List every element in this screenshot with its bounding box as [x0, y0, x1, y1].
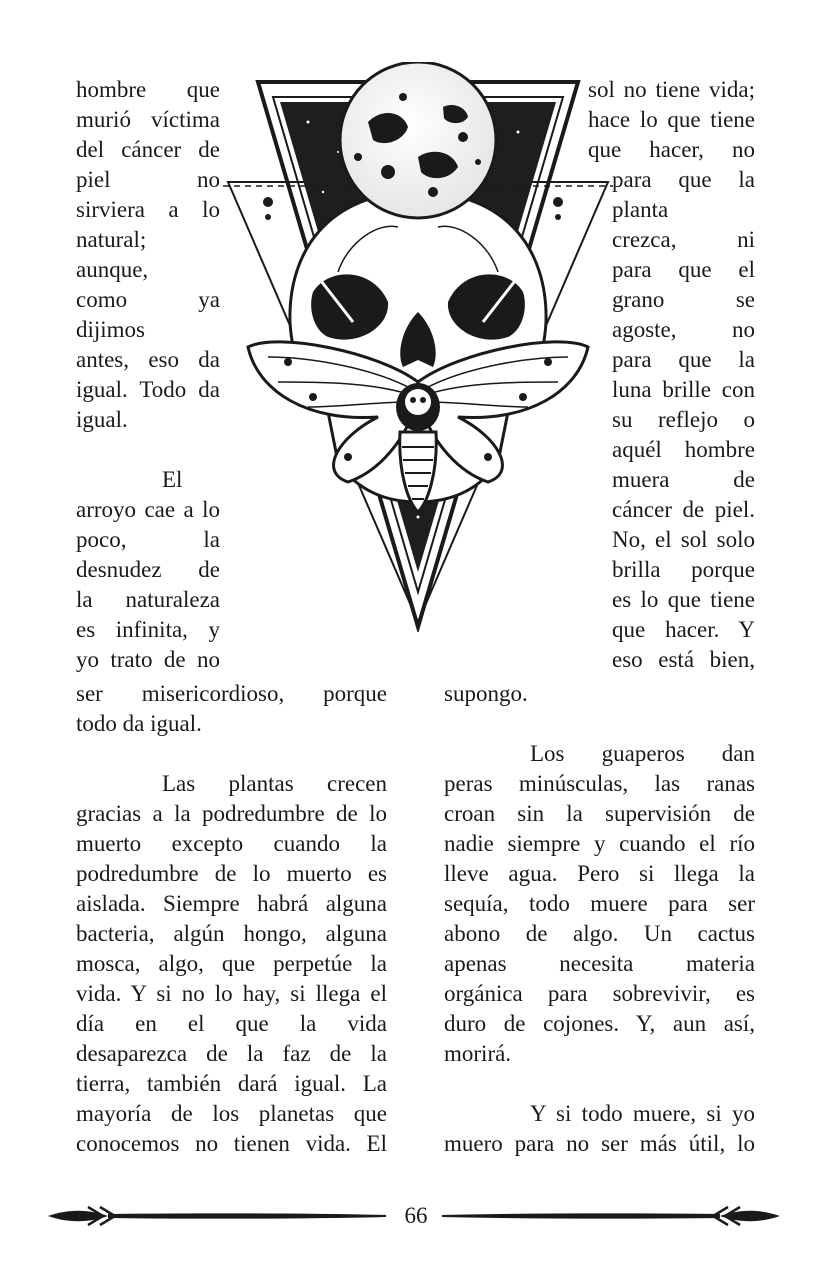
text-line: murió víctima — [76, 107, 220, 132]
text-line: muerto excepto cuando la — [76, 831, 387, 856]
text-line: del cáncer de — [76, 137, 220, 162]
text-line: luna brille con — [612, 377, 755, 402]
text-line: peras minúsculas, las ranas — [444, 771, 755, 796]
text-line: yo trato de no — [76, 647, 220, 672]
text-line: piel no — [76, 167, 220, 192]
text-line: lleve agua. Pero si llega la — [444, 861, 755, 886]
text-line: dijimos — [76, 317, 146, 342]
text-line: la naturaleza — [76, 587, 220, 612]
text-line: conocemos no tienen vida. El — [76, 1131, 387, 1156]
text-line: muera de — [612, 467, 755, 492]
text-line: su reflejo o — [612, 407, 755, 432]
text-line: como ya — [76, 287, 220, 312]
text-line: orgánica para sobrevivir, es — [444, 981, 755, 1006]
text-line: tierra, también dará igual. La — [76, 1071, 387, 1096]
text-line: vida. Y si no lo hay, si llega el — [76, 981, 387, 1006]
text-line: agoste, no — [612, 317, 755, 342]
moon — [340, 62, 496, 218]
arrow-ornament-right-icon — [440, 1201, 780, 1231]
text-line: croan sin la supervisión de — [444, 801, 755, 826]
text-line: apenas necesita materia — [444, 951, 755, 976]
text-line: es infinita, y — [76, 617, 220, 642]
text-line: que hacer, no — [588, 137, 755, 162]
text-line: El — [162, 467, 183, 492]
text-line: aunque, — [76, 257, 149, 282]
text-line: No, el sol solo — [612, 527, 755, 552]
text-line: día en el que la vida — [76, 1011, 387, 1036]
text-line: morirá. — [444, 1041, 512, 1066]
text-line: supongo. — [444, 681, 528, 706]
text-line: eso está bien, — [612, 647, 755, 672]
text-line: igual. — [76, 407, 128, 432]
text-line: que hacer. Y — [612, 617, 755, 642]
text-line: sequía, todo muere para ser — [444, 891, 755, 916]
text-line: arroyo cae a lo — [76, 497, 220, 522]
text-line: mosca, algo, que perpetúe la — [76, 951, 387, 976]
text-line: Los guaperos dan — [530, 741, 755, 766]
text-line: aquél hombre — [612, 437, 755, 462]
text-line: poco, la — [76, 527, 220, 552]
text-line: nadie siempre y cuando el río — [444, 831, 755, 856]
text-line: es lo que tiene — [612, 587, 755, 612]
text-line: abono de algo. Un cactus — [444, 921, 755, 946]
text-line: mayoría de los planetas que — [76, 1101, 387, 1126]
text-line: todo da igual. — [76, 711, 202, 736]
text-line: para que la — [612, 167, 755, 192]
text-line: bacteria, algún hongo, alguna — [76, 921, 387, 946]
page-number: 66 — [404, 1203, 428, 1228]
text-line: crezca, ni — [612, 227, 755, 252]
text-line: aislada. Siempre habrá alguna — [76, 891, 387, 916]
text-line: ser misericordioso, porque — [76, 681, 387, 706]
text-line: grano se — [612, 287, 755, 312]
text-line: Las plantas crecen — [162, 771, 387, 796]
text-line: muero para no ser más útil, lo — [444, 1131, 755, 1156]
text-line: cáncer de piel. — [612, 497, 755, 522]
text-line: desaparezca de la faz de la — [76, 1041, 387, 1066]
arrow-ornament-left-icon — [48, 1201, 388, 1231]
text-line: podredumbre de lo muerto es — [76, 861, 387, 886]
text-line: natural; — [76, 227, 147, 252]
text-line: antes, eso da — [76, 347, 220, 372]
text-line: sol no tiene vida; — [588, 77, 755, 102]
text-line: desnudez de — [76, 557, 220, 582]
text-line: sirviera a lo — [76, 197, 220, 222]
text-line: hace lo que tiene — [588, 107, 755, 132]
text-line: Y si todo muere, si yo — [530, 1101, 755, 1126]
text-line: gracias a la podredumbre de lo — [76, 801, 387, 826]
text-line: igual. Todo da — [76, 377, 220, 402]
skull-moth-illustration — [218, 62, 618, 632]
text-line: para que el — [612, 257, 755, 282]
text-line: hombre que — [76, 77, 220, 102]
text-line: duro de cojones. Y, aun así, — [444, 1011, 755, 1036]
text-line: brilla porque — [612, 557, 755, 582]
text-line: planta — [612, 197, 669, 222]
text-line: para que la — [612, 347, 755, 372]
